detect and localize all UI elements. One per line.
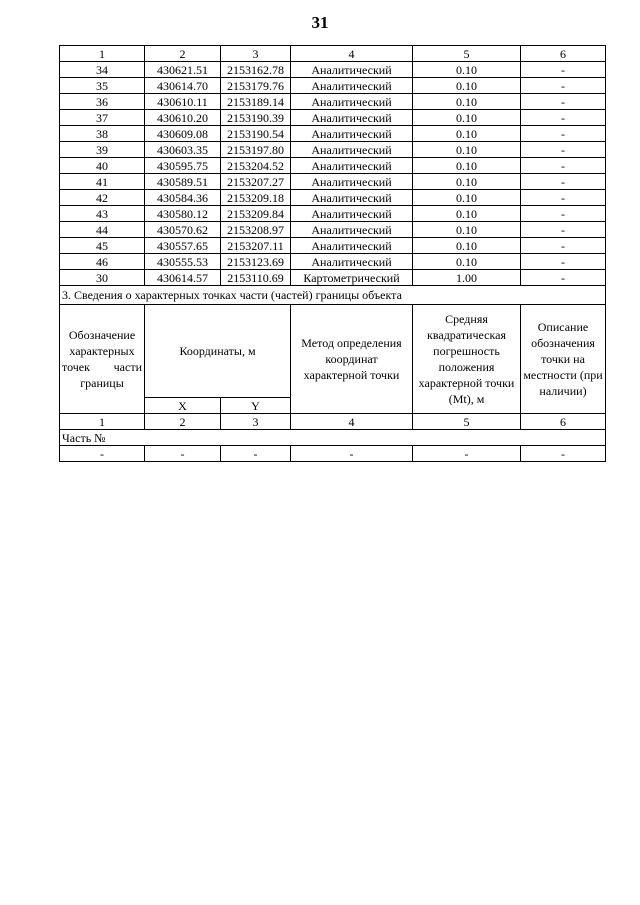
table-row [60, 62, 606, 78]
method-cell: Аналитический [291, 222, 413, 238]
coord-y-cell: 2153209.18 [221, 190, 291, 206]
col1-line-2: характерных [69, 344, 135, 358]
method-cell: Аналитический [291, 206, 413, 222]
mt-value-cell: 0.10 [413, 94, 521, 110]
coord-x-cell: 430621.51 [145, 62, 221, 78]
coord-x-cell: 430580.12 [145, 206, 221, 222]
col1-line-4: границы [80, 376, 124, 390]
empty-cell: - [60, 446, 145, 462]
mt-value-cell: 0.10 [413, 110, 521, 126]
mt-value-cell: 0.10 [413, 78, 521, 94]
table-row [60, 222, 606, 238]
table-row [60, 174, 606, 190]
table-header-numbers-row [60, 46, 606, 62]
method-cell: Аналитический [291, 174, 413, 190]
table-row [60, 270, 606, 286]
method-cell: Аналитический [291, 158, 413, 174]
mt-value-cell: 0.10 [413, 62, 521, 78]
empty-cell: - [291, 446, 413, 462]
s3-number-5: 5 [413, 414, 521, 430]
method-cell: Картометрический [291, 270, 413, 286]
section3-title-row [60, 286, 606, 305]
point-number-cell: 39 [60, 142, 145, 158]
coord-x-cell: 430609.08 [145, 126, 221, 142]
method-cell: Аналитический [291, 110, 413, 126]
coord-x-cell: 430555.53 [145, 254, 221, 270]
description-cell: - [521, 110, 606, 126]
table-row [60, 142, 606, 158]
mt-value-cell: 0.10 [413, 190, 521, 206]
table-row [60, 110, 606, 126]
mt-value-cell: 0.10 [413, 222, 521, 238]
y-header: Y [221, 398, 291, 414]
mt-header: Средняя квадратическая погрешность положения характерной точки (Mt), м [413, 305, 521, 414]
description-cell: - [521, 254, 606, 270]
point-number-cell: 30 [60, 270, 145, 286]
method-cell: Аналитический [291, 94, 413, 110]
s3-number-6: 6 [521, 414, 606, 430]
coord-y-cell: 2153207.11 [221, 238, 291, 254]
part-row [60, 430, 606, 446]
section3-numbers-row [60, 414, 606, 430]
coord-x-cell: 430610.11 [145, 94, 221, 110]
empty-cell: - [413, 446, 521, 462]
coord-x-cell: 430557.65 [145, 238, 221, 254]
coordinates-table [59, 45, 606, 462]
description-cell: - [521, 270, 606, 286]
point-number-cell: 35 [60, 78, 145, 94]
description-cell: - [521, 158, 606, 174]
description-cell: - [521, 174, 606, 190]
coord-y-cell: 2153179.76 [221, 78, 291, 94]
mt-value-cell: 0.10 [413, 174, 521, 190]
coord-x-cell: 430595.75 [145, 158, 221, 174]
coord-x-cell: 430570.62 [145, 222, 221, 238]
mt-value-cell: 0.10 [413, 126, 521, 142]
table-row [60, 78, 606, 94]
method-cell: Аналитический [291, 238, 413, 254]
point-number-cell: 40 [60, 158, 145, 174]
mt-value-cell: 0.10 [413, 206, 521, 222]
method-cell: Аналитический [291, 254, 413, 270]
section3-header-row [60, 305, 606, 398]
page-number: 31 [311, 13, 329, 32]
empty-cell: - [145, 446, 221, 462]
coords-header: Координаты, м [145, 305, 291, 398]
coord-y-cell: 2153190.39 [221, 110, 291, 126]
header-number-3: 3 [221, 46, 291, 62]
table-row [60, 94, 606, 110]
coord-x-cell: 430614.70 [145, 78, 221, 94]
x-header: X [145, 398, 221, 414]
mt-value-cell: 0.10 [413, 254, 521, 270]
method-cell: Аналитический [291, 126, 413, 142]
coord-y-cell: 2153123.69 [221, 254, 291, 270]
header-number-5: 5 [413, 46, 521, 62]
point-number-cell: 36 [60, 94, 145, 110]
header-number-4: 4 [291, 46, 413, 62]
point-number-cell: 46 [60, 254, 145, 270]
description-cell: - [521, 142, 606, 158]
col1-line-3 [62, 359, 142, 375]
coord-x-cell: 430610.20 [145, 110, 221, 126]
mt-value-cell: 0.10 [413, 158, 521, 174]
table-row [60, 238, 606, 254]
description-cell: - [521, 78, 606, 94]
section3-title: 3. Сведения о характерных точках части (частей) границы объекта [60, 286, 606, 305]
s3-number-1: 1 [60, 414, 145, 430]
coord-x-cell: 430603.35 [145, 142, 221, 158]
description-cell: - [521, 62, 606, 78]
empty-cell: - [521, 446, 606, 462]
method-cell: Аналитический [291, 78, 413, 94]
mt-value-cell: 0.10 [413, 142, 521, 158]
coord-y-cell: 2153204.52 [221, 158, 291, 174]
description-cell: - [521, 190, 606, 206]
point-number-cell: 34 [60, 62, 145, 78]
s3-number-4: 4 [291, 414, 413, 430]
description-header: Описание обозначения точки на местности (при наличии) [521, 305, 606, 414]
point-number-cell: 44 [60, 222, 145, 238]
table-row [60, 254, 606, 270]
table-row [60, 206, 606, 222]
mt-value-cell: 1.00 [413, 270, 521, 286]
coord-x-cell: 430589.51 [145, 174, 221, 190]
part-label: Часть № [60, 430, 606, 446]
col1-line-3-word-1: точек [62, 360, 90, 374]
coord-y-cell: 2153209.84 [221, 206, 291, 222]
header-number-1: 1 [60, 46, 145, 62]
description-cell: - [521, 222, 606, 238]
coord-x-cell: 430584.36 [145, 190, 221, 206]
col1-line-1: Обозначение [68, 328, 136, 342]
method-header: Метод определения координат характерной точки [291, 305, 413, 414]
description-cell: - [521, 94, 606, 110]
point-number-cell: 42 [60, 190, 145, 206]
table-row [60, 126, 606, 142]
point-number-cell: 37 [60, 110, 145, 126]
point-number-cell: 38 [60, 126, 145, 142]
s3-number-2: 2 [145, 414, 221, 430]
description-cell: - [521, 238, 606, 254]
coord-y-cell: 2153189.14 [221, 94, 291, 110]
coord-y-cell: 2153208.97 [221, 222, 291, 238]
method-cell: Аналитический [291, 62, 413, 78]
s3-number-3: 3 [221, 414, 291, 430]
description-cell: - [521, 206, 606, 222]
coord-y-cell: 2153162.78 [221, 62, 291, 78]
description-cell: - [521, 126, 606, 142]
section3-col1-header [60, 305, 145, 414]
method-cell: Аналитический [291, 190, 413, 206]
table-row [60, 158, 606, 174]
coord-y-cell: 2153207.27 [221, 174, 291, 190]
method-cell: Аналитический [291, 142, 413, 158]
point-number-cell: 41 [60, 174, 145, 190]
header-number-6: 6 [521, 46, 606, 62]
coord-y-cell: 2153197.80 [221, 142, 291, 158]
coord-y-cell: 2153110.69 [221, 270, 291, 286]
coord-x-cell: 430614.57 [145, 270, 221, 286]
empty-row [60, 446, 606, 462]
coord-y-cell: 2153190.54 [221, 126, 291, 142]
point-number-cell: 45 [60, 238, 145, 254]
col1-line-3-word-2: части [113, 360, 142, 374]
mt-value-cell: 0.10 [413, 238, 521, 254]
empty-cell: - [221, 446, 291, 462]
header-number-2: 2 [145, 46, 221, 62]
point-number-cell: 43 [60, 206, 145, 222]
table-row [60, 190, 606, 206]
